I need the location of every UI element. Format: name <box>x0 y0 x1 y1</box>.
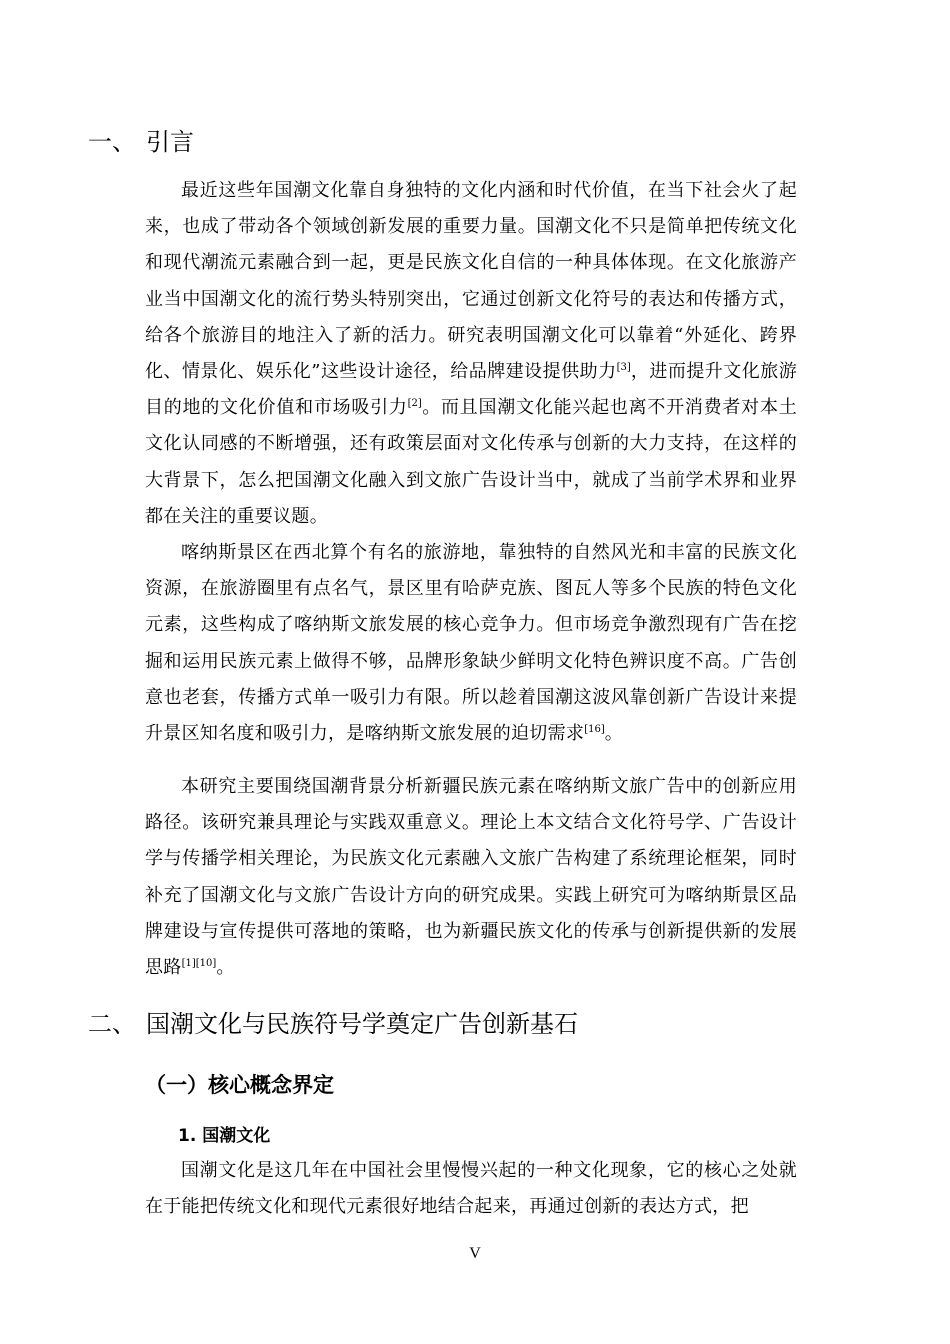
intro-paragraph-3 <box>145 769 797 986</box>
subsubsection-heading: 1. 国潮文化 <box>178 1126 271 1146</box>
intro-paragraph-1 <box>145 173 797 535</box>
section-number: 二、 <box>88 1010 136 1038</box>
paragraph-text: 。而且国潮文化能兴起也离不开消费者对本土文化认同感的不断增强，还有政策层面对文化传承与创新的大力支持，在这样的大背景下，怎么把国潮文化融入到文旅广告设计当中，就成了当前学术界和业界都在关注的重要议题。 <box>145 397 798 527</box>
page-number: V <box>469 1245 481 1262</box>
subsection-heading: （一）核心概念界定 <box>145 1073 334 1097</box>
intro-paragraph-2 <box>145 535 797 752</box>
section-heading-intro <box>88 127 194 157</box>
section-heading-2 <box>88 1009 578 1039</box>
citation-ref: [1][10] <box>181 958 217 970</box>
citation-ref: [3] <box>616 362 631 374</box>
paragraph-text: 最近这些年国潮文化靠自身独特的文化内涵和时代价值，在当下社会火了起来，也成了带动各个领域创新发展的重要力量。国潮文化不只是简单把传统文化和现代潮流元素融合到一起，更是民族文化自信的一种具体体现。在文化旅游产业当中国潮文化的流行势头特别突出，它通过创新文化符号的表达和传播方式，给各个旅游目的地注入了新的活力。研究表明国潮文化可以靠着“外延化、跨界化、情景化、娱乐化”这些设计途径，给品牌建设提供助力 <box>145 180 797 383</box>
paragraph-text: 。 <box>604 723 624 745</box>
section-number: 一、 <box>88 128 136 156</box>
paragraph-text: 。 <box>216 957 235 979</box>
section-title: 国潮文化与民族符号学奠定广告创新基石 <box>146 1010 578 1038</box>
citation-ref: [16] <box>584 724 605 736</box>
paragraph-text: 本研究主要围绕国潮背景分析新疆民族元素在喀纳斯文旅广告中的创新应用路径。该研究兼具理论与实践双重意义。理论上本文结合文化符号学、广告设计学与传播学相关理论，为民族文化元素融入文旅广告构建了系统理论框架，同时补充了国潮文化与文旅广告设计方向的研究成果。实践上研究可为喀纳斯景区品牌建设与宣传提供可落地的策略，也为新疆民族文化的传承与创新提供新的发展思路 <box>145 776 797 979</box>
paragraph-text: ，进而提升文化旅游目的地的文化价值和市场吸引力 <box>145 361 798 419</box>
section-title: 引言 <box>146 128 194 156</box>
citation-ref: [2] <box>407 398 422 410</box>
paragraph-text: 喀纳斯景区在西北算个有名的旅游地，靠独特的自然风光和丰富的民族文化资源，在旅游圈里有点名气，景区里有哈萨克族、图瓦人等多个民族的特色文化元素，这些构成了喀纳斯文旅发展的核心竞争力。但市场竞争激烈现有广告在挖掘和运用民族元素上做得不够，品牌形象缺少鲜明文化特色辨识度不高。广告创意也老套，传播方式单一吸引力有限。所以趁着国潮这波风靠创新广告设计来提升景区知名度和吸引力，是喀纳斯文旅发展的迫切需求 <box>145 542 797 745</box>
concept-paragraph: 国潮文化是这几年在中国社会里慢慢兴起的一种文化现象，它的核心之处就在于能把传统文化和现代元素很好地结合起来，再通过创新的表达方式，把 <box>145 1160 797 1218</box>
